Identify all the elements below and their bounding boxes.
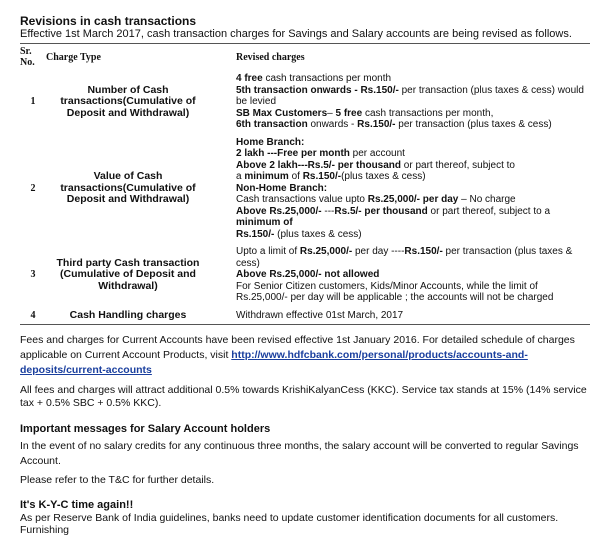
revised-charge-text: Rs.150/- (302, 171, 342, 182)
revised-charge-text: --- (321, 205, 335, 217)
salary-heading: Important messages for Salary Account holders (20, 423, 271, 435)
table-bottom-rule (20, 324, 590, 325)
revised-charge-text: Rs.150/- (236, 228, 275, 240)
revised-charge-text: per day ---- (352, 246, 405, 257)
revised-charge-text: minimum (244, 171, 289, 182)
row-revised-charges (222, 70, 590, 134)
revised-charge-text: 6th transaction (236, 119, 308, 130)
revised-charge-text: Rs.150/- (404, 246, 443, 257)
revised-charge-line (236, 171, 590, 183)
row-sr-no: 1 (30, 96, 36, 107)
revised-charge-text: Above 2 lakh---Rs.5/- per thousand (236, 159, 402, 171)
revised-charge-text: Rs.25,000/- per day (367, 194, 459, 205)
revised-charge-text: – No charge (458, 194, 516, 205)
revised-charge-line (236, 194, 590, 206)
revised-charge-text: Home Branch: (236, 136, 305, 148)
document (20, 14, 590, 536)
row-revised-charges (222, 307, 590, 325)
revised-charge-text: onwards - (307, 119, 358, 130)
revised-charge-text: Upto a limit of (236, 246, 300, 257)
revised-charge-line (236, 73, 590, 85)
document-title: Revisions in cash transactions (20, 14, 197, 28)
revised-charge-text: per transaction (plus taxes & cess) (395, 119, 552, 130)
current-accounts-paragraph (20, 333, 590, 378)
revised-charge-text: or part thereof, subject to (401, 159, 515, 171)
revised-charge-line (236, 246, 590, 269)
revised-charge-text: (plus taxes & cess) (274, 228, 362, 240)
revised-charge-text: cash transactions per month (262, 73, 392, 84)
document-intro: Effective 1st March 2017, cash transaction charges for Savings and Salary accounts are being revised as follows. (20, 28, 572, 40)
revised-charge-text: per transaction (plus taxes & cess) (236, 246, 573, 269)
revised-charge-line (236, 269, 590, 281)
revised-charge-text: a (236, 171, 245, 182)
revised-charge-text: cash transactions per month, (362, 107, 494, 119)
kyc-paragraph: As per Reserve Bank of India guidelines, banks need to update customer identification documents for all customers. Furnishing (20, 512, 559, 536)
table-row (20, 134, 590, 244)
revised-charge-text: 2 lakh ---Free per month (236, 148, 350, 159)
revised-charge-text: of (288, 171, 303, 182)
row-revised-charges (222, 134, 590, 244)
revised-charge-text: SB Max Customers (236, 107, 328, 119)
row-sr-no: 2 (30, 182, 36, 194)
revised-charge-text: 5th transaction onwards - Rs.150/- (236, 84, 399, 96)
revised-charge-text: 4 free (236, 73, 263, 84)
revised-charge-text: per account (349, 148, 405, 159)
row-sr-no: 4 (30, 309, 36, 321)
row-charge-type: Third party Cash transaction (Cumulative of Deposit and Withdrawal) (56, 256, 200, 292)
revised-charge-text: Rs.5/- per thousand (334, 205, 428, 217)
table-header-row (20, 44, 590, 70)
table-row (20, 243, 590, 307)
revised-charge-line (236, 160, 590, 172)
revised-charge-line (236, 85, 590, 108)
revised-charge-line (236, 229, 590, 241)
revised-charge-text: Rs.25,000/- (299, 246, 353, 257)
revised-charge-line (236, 310, 590, 322)
revised-charge-text: 5 free (335, 107, 363, 119)
charges-table (20, 44, 590, 324)
row-sr-no: 3 (30, 269, 36, 280)
row-revised-charges (222, 243, 590, 307)
current-accounts-text: Fees and charges for Current Accounts have been revised effective 1st January 2016. For detailed schedule of charges applicable on Current Account Products, visit (20, 334, 575, 361)
revised-charge-text: Rs.150/- (357, 119, 396, 130)
revised-charge-text: per transaction (plus taxes & cess) would be levied (236, 84, 584, 107)
salary-paragraph-1: In the event of no salary credits for any continuous three months, the salary account will be converted to regular Savings Account. (20, 440, 579, 467)
revised-charge-line (236, 119, 590, 131)
revised-charge-text: (plus taxes & cess) (341, 171, 426, 182)
revised-charge-line (236, 281, 590, 304)
revised-charge-line (236, 183, 590, 195)
revised-charge-text: – (327, 107, 336, 119)
revised-charge-text: Non-Home Branch: (236, 182, 328, 194)
revised-charge-text: or part thereof, subject to a (427, 205, 551, 217)
revised-charge-text: For Senior Citizen customers, Kids/Minor Accounts, while the limit of Rs.25,000/- per day will be applicable ; the accounts will not be charged (236, 280, 554, 303)
header-sr-no: Sr. No. (20, 46, 35, 68)
revised-charge-text: Above Rs.25,000/- (236, 205, 322, 217)
table-row (20, 307, 590, 325)
current-accounts-link[interactable]: http://www.hdfcbank.com/personal/products/accounts-and-deposits/current-accounts (20, 349, 528, 376)
salary-paragraph-2: Please refer to the T&C for further details. (20, 474, 215, 486)
table-row (20, 70, 590, 134)
revised-charge-text: minimum of (236, 217, 293, 228)
row-charge-type: Number of Cash transactions(Cumulative of Deposit and Withdrawal) (60, 83, 196, 119)
revised-charge-line (236, 206, 590, 229)
revised-charge-text: Cash transactions value upto (236, 194, 368, 205)
header-charge-type: Charge Type (46, 51, 101, 63)
row-charge-type: Cash Handling charges (69, 308, 187, 321)
revised-charge-text: Withdrawn effective 01st March, 2017 (236, 309, 404, 321)
revised-charge-line (236, 137, 590, 149)
header-revised-charges: Revised charges (236, 51, 305, 63)
kkc-paragraph: All fees and charges will attract additional 0.5% towards KrishiKalyanCess (KKC). Service tax stands at 15% (14% service tax + 0.5% SBC + 0.5% KKC). (20, 384, 587, 409)
revised-charge-text: Above Rs.25,000/- not allowed (236, 269, 380, 280)
kyc-heading: It's K-Y-C time again!! (20, 499, 134, 511)
row-charge-type: Value of Cash transactions(Cumulative of Deposit and Withdrawal) (60, 170, 196, 205)
revised-charge-line (236, 108, 590, 120)
revised-charge-line (236, 148, 590, 160)
